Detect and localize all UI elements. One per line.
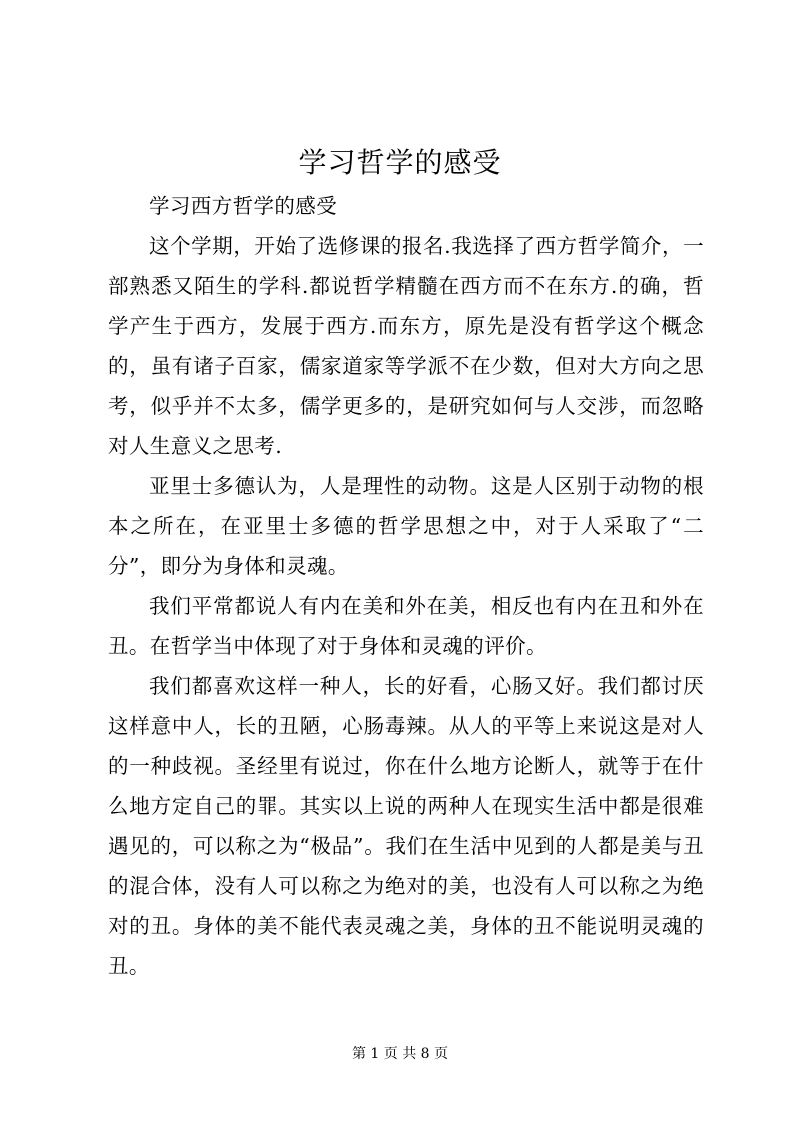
body-paragraph: 我们都喜欢这样一种人，长的好看，心肠又好。我们都讨厌这样意中人，长的丑陋，心肠毒辣。从人的平等上来说这是对人的一种歧视。圣经里有说过，你在什么地方论断人，就等于在什么地方定自己的罪。其实以上说的两种人在现实生活中都是很难遇见的，可以称之为“极品”。我们在生活中见到的人都是美与丑的混合体，没有人可以称之为绝对的美，也没有人可以称之为绝对的丑。身体的美不能代表灵魂之美，身体的丑不能说明灵魂的丑。 bbox=[108, 674, 704, 978]
body-paragraph: 这个学期，开始了选修课的报名.我选择了西方哲学简介，一部熟悉又陌生的学科.都说哲学精髓在西方而不在东方.的确，哲学产生于西方，发展于西方.而东方，原先是没有哲学这个概念的，虽有诸子百家，儒家道家等学派不在少数，但对大方向之思考，似乎并不太多，儒学更多的，是研究如何与人交涉，而忽略对人生意义之思考. bbox=[108, 234, 704, 458]
document-body bbox=[108, 186, 704, 986]
page-footer: 第 1 页 共 8 页 bbox=[351, 1046, 449, 1062]
body-paragraph: 亚里士多德认为，人是理性的动物。这是人区别于动物的根本之所在，在亚里士多德的哲学思想之中，对于人采取了“二分”，即分为身体和灵魂。 bbox=[108, 474, 704, 578]
body-paragraph: 我们平常都说人有内在美和外在美，相反也有内在丑和外在丑。在哲学当中体现了对于身体和灵魂的评价。 bbox=[108, 594, 704, 658]
subtitle-paragraph: 学习西方哲学的感受 bbox=[149, 194, 338, 218]
page-title: 学习哲学的感受 bbox=[298, 146, 502, 179]
